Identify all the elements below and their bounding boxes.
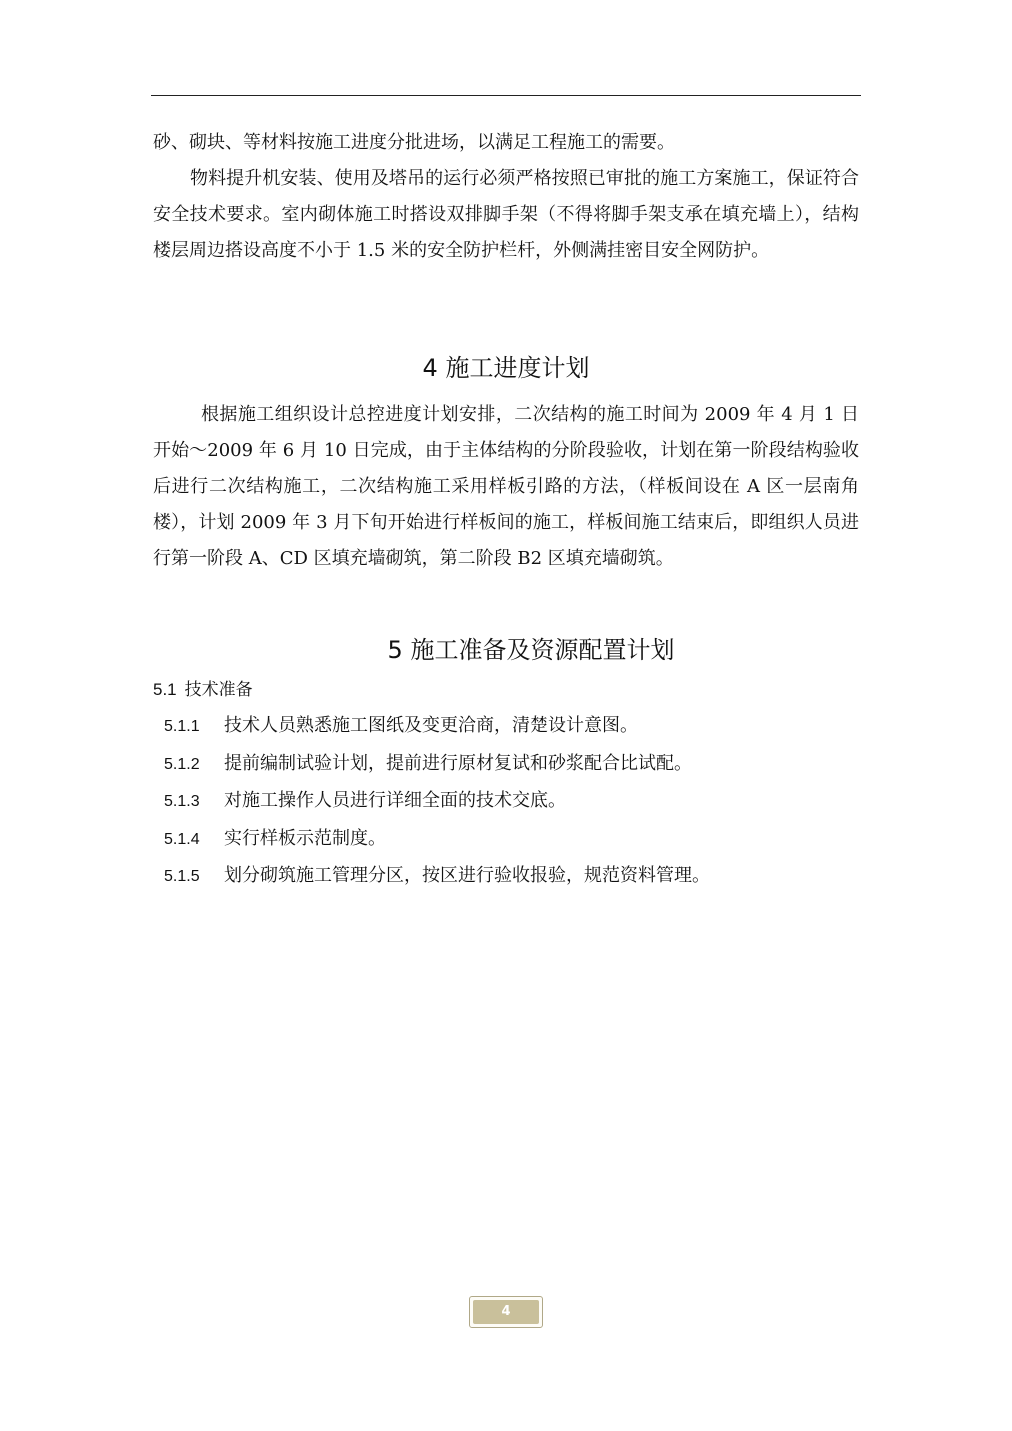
item-number: 5.1.3 (164, 793, 200, 810)
item-number: 5.1.5 (164, 868, 200, 885)
section-4-heading: 4 施工进度计划 (422, 354, 590, 382)
item-number: 5.1.4 (164, 830, 200, 848)
paragraph-materials: 砂、砌块、等材料按施工进度分批进场，以满足工程施工的需要。 (153, 132, 675, 153)
item-number: 5.1.2 (164, 755, 200, 773)
item-text: 对施工操作人员进行详细全面的技术交底。 (224, 790, 566, 811)
page-number: 4 (473, 1300, 539, 1324)
section-5-heading: 5 施工准备及资源配置计划 (387, 636, 675, 664)
technical-preparation-list (164, 708, 710, 896)
list-item (164, 858, 710, 896)
subsection-number: 5.1 (153, 680, 177, 699)
list-item (164, 821, 710, 859)
subsection-5-1-heading (153, 672, 253, 708)
paragraph-schedule: 根据施工组织设计总控进度计划安排，二次结构的施工时间为 2009 年 4 月 1 日开始～2009 年 6 月 10 日完成，由于主体结构的分阶段验收，计划在第一阶段结构验收后进行二次结构施工，二次结构施工采用样板引路的方法，（样板间设在 A 区一层南角楼），计划 2009 年 3 月下旬开始进行样板间的施工，样板间施工结束后，即组织人员进行第一阶段 A、CD 区填充墙砌筑，第二阶段 B2 区填充墙砌筑。 (153, 404, 859, 569)
header-rule (151, 95, 861, 96)
subsection-title: 技术准备 (184, 680, 253, 700)
list-item (164, 783, 710, 821)
item-number: 5.1.1 (164, 718, 200, 735)
item-text: 划分砌筑施工管理分区，按区进行验收报验，规范资料管理。 (224, 865, 710, 886)
page-number-badge (469, 1296, 543, 1328)
list-item (164, 746, 710, 784)
item-text: 实行样板示范制度。 (224, 827, 386, 849)
item-text: 技术人员熟悉施工图纸及变更洽商，清楚设计意图。 (224, 715, 638, 736)
item-text: 提前编制试验计划，提前进行原材复试和砂浆配合比试配。 (224, 752, 692, 774)
list-item (164, 708, 710, 746)
paragraph-safety: 物料提升机安装、使用及塔吊的运行必须严格按照已审批的施工方案施工，保证符合安全技术要求。室内砌体施工时搭设双排脚手架（不得将脚手架支承在填充墙上），结构楼层周边搭设高度不小于 1.5 米的安全防护栏杆，外侧满挂密目安全网防护。 (153, 168, 859, 261)
